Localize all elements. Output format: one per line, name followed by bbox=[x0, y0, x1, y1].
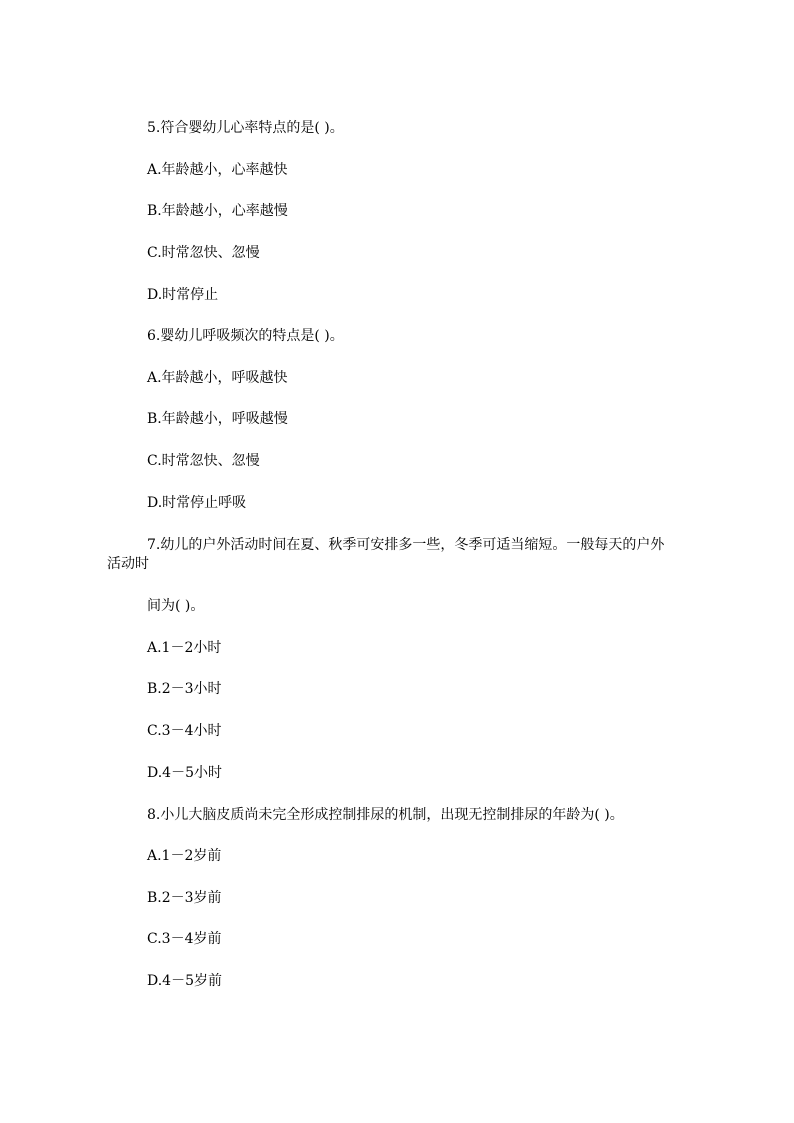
question-7-stem-line-1: 7.幼儿的户外活动时间在夏、秋季可安排多一些，冬季可适当缩短。一般每天的户外 bbox=[147, 537, 665, 553]
question-8-option-b: B.2－3岁前 bbox=[147, 890, 222, 906]
question-8-option-c: C.3－4岁前 bbox=[147, 931, 222, 947]
question-5-option-d: D.时常停止 bbox=[147, 287, 219, 303]
question-7-option-c: C.3－4小时 bbox=[147, 723, 222, 739]
question-5-option-a: A.年龄越小，心率越快 bbox=[147, 162, 288, 178]
question-7-option-d: D.4－5小时 bbox=[147, 765, 222, 781]
question-6-stem: 6.婴幼儿呼吸频次的特点是( )。 bbox=[147, 328, 344, 344]
question-6-option-d: D.时常停止呼吸 bbox=[147, 495, 247, 511]
question-7-option-b: B.2－3小时 bbox=[147, 681, 222, 697]
question-6-option-a: A.年龄越小，呼吸越快 bbox=[147, 370, 288, 386]
question-7-stem-line-2: 活动时 bbox=[107, 556, 149, 572]
question-6-option-c: C.时常忽快、忽慢 bbox=[147, 453, 260, 469]
question-8-option-d: D.4－5岁前 bbox=[147, 973, 222, 989]
question-6-option-b: B.年龄越小，呼吸越慢 bbox=[147, 411, 288, 427]
question-7-option-a: A.1－2小时 bbox=[147, 640, 222, 656]
question-5-stem: 5.符合婴幼儿心率特点的是( )。 bbox=[147, 120, 344, 136]
question-7-stem-line-3: 间为( )。 bbox=[147, 598, 205, 614]
question-5-option-b: B.年龄越小，心率越慢 bbox=[147, 203, 288, 219]
question-5-option-c: C.时常忽快、忽慢 bbox=[147, 245, 260, 261]
question-8-option-a: A.1－2岁前 bbox=[147, 848, 222, 864]
question-8-stem: 8.小儿大脑皮质尚未完全形成控制排尿的机制，出现无控制排尿的年龄为( )。 bbox=[147, 807, 624, 823]
